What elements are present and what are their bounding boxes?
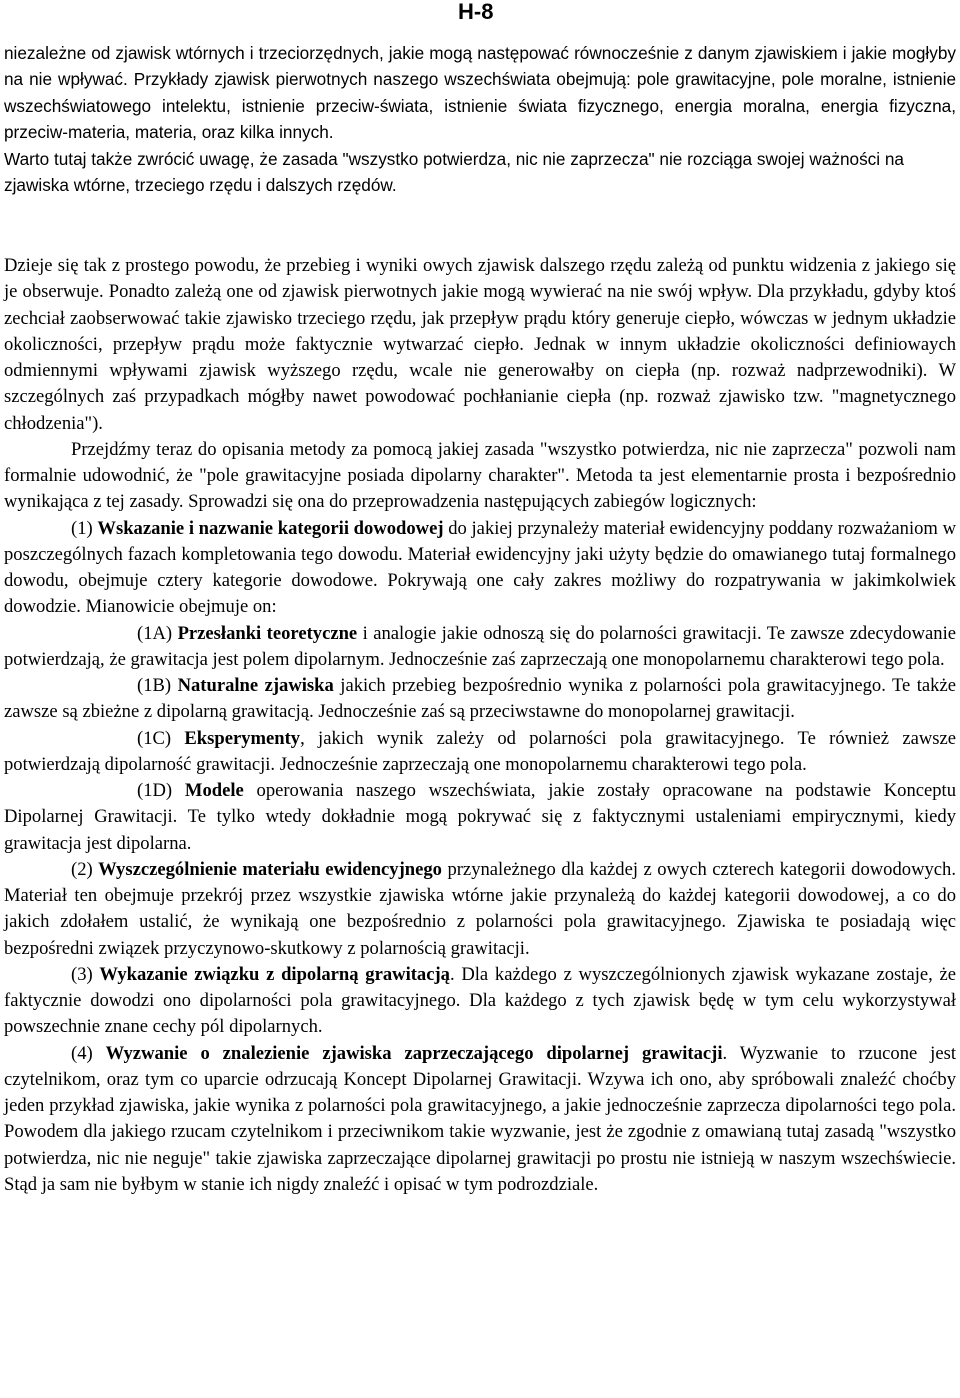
paragraph-2-start: Warto tutaj także zwrócić uwagę, że zasada "wszystko potwierdza, nic nie zaprzecza" nie rozciąga swojej ważności na zjawiska wtórne, trzeciego rzędu i dalszych rzędów. xyxy=(4,148,904,196)
step-1-num: (1) xyxy=(71,517,93,539)
step-4-text: . Wyzwanie to rzucone jest czytelnikom, oraz tym co uparcie odrzucają Koncept Dipolarnej Grawitacji. Wzywa ich ono, aby spróbowali znaleźć choćby jeden przykład zjawiska, jakie wynika z polarności pola grawitacyjnego, a jakie jednocześnie zaprzecza dipolarności tego pola. Powodem dla jakiego rzucam czytelnikom i przeciwnikom takie wyzwanie, jest że zgodnie z omawianą tutaj zasadą "wszystko potwierdza, nic nie neguje" takie zjawiska zaprzeczające dipolarnej grawitacji po prostu nie istnieją w naszym wszechświecie. Stąd ja sam nie byłbym w stanie ich nigdy znaleźć i opisać w tym podrozdziale. xyxy=(4,1042,956,1195)
page-id: H-8 xyxy=(458,0,494,24)
substep-1d xyxy=(4,778,956,857)
substep-1b-title: Naturalne zjawiska xyxy=(177,675,334,696)
step-3 xyxy=(4,962,956,1041)
sans-section xyxy=(4,40,956,198)
substep-1a xyxy=(4,621,956,674)
serif-section xyxy=(4,253,956,1198)
step-3-num: (3) xyxy=(71,963,93,985)
substep-1b-num: (1B) xyxy=(137,675,172,696)
substep-1d-title: Modele xyxy=(184,780,244,801)
step-4-num: (4) xyxy=(71,1042,93,1064)
step-3-text: . Dla każdego z wyszczególnionych zjawisk wykazane zostaje, że faktycznie dowodzi ono dipolarności pola grawitacyjnego. Dla każdego z tych zjawisk będę w tym celu wykorzystywał powszechnie znane cechy pól dipolarnych. xyxy=(4,963,956,1038)
paragraph-2-rest: Dzieje się tak z prostego powodu, że przebieg i wyniki owych zjawisk dalszego rzędu zależą od punktu widzenia z jakiego się je obserwuje. Ponadto zależą one od zjawisk pierwotnych jakie mogą wywierać na nie swój wpływ. Dla przykładu, gdyby ktoś zechciał zaobserwować takie zjawisko trzeciego rzędu, jak przepływ prądu który generuje ciepło, wówczas w jednym układzie okoliczności, przepływ prądu może faktycznie wytwarzać ciepło. Jednak w innym układzie okoliczności definiowaych odmiennymi wpływami zjawisk wyższego rzędu, wcale nie generowałby on ciepła (np. rozważ nadprzewodniki). W szczególnych zaś przypadkach mógłby nawet powodować pochłanianie ciepła (np. rozważ zjawisko tzw. "magnetycznego chłodzenia"). xyxy=(4,255,956,434)
substep-1c-title: Eksperymenty xyxy=(184,727,301,749)
substep-1a-title: Przesłanki teoretyczne xyxy=(177,622,358,644)
substep-1a-text: i analogie jakie odnoszą się do polarności grawitacji. Te zawsze zdecydowanie potwierdzają, że grawitacja jest polem dipolarnym. Jednocześnie zaś zaprzeczają one monopolarnemu charakterowi tego pola. xyxy=(4,622,957,670)
step-4 xyxy=(4,1041,956,1199)
substep-1c xyxy=(4,726,956,779)
substep-1b-text: jakich przebieg bezpośrednio wynika z polarności pola grawitacyjnego. Te także zawsze są zbieżne z dipolarną grawitacją. Jednocześnie zaś są przeciwstawne do monopolarnej grawitacji. xyxy=(4,675,956,723)
paragraph-3: Przejdźmy teraz do opisania metody za pomocą jakiej zasada "wszystko potwierdza, nic nie zaprzecza" pozwoli nam formalnie udowodnić, że "pole grawitacyjne posiada dipolarny charakter". Metoda ta jest elementarnie prosta i bezpośrednio wynikająca z tej zasady. Sprowadzi się ona do przeprowadzenia następujących zabiegów logicznych: xyxy=(4,438,956,513)
step-1 xyxy=(4,516,956,621)
step-2-title: Wyszczególnienie materiału ewidencyjnego xyxy=(98,858,442,880)
substep-1d-text: operowania naszego wszechświata, jakie zostały opracowane na podstawie Konceptu Dipolarnej Grawitacji. Te tylko wtedy dokładnie mogą pokrywać się z faktycznymi ustaleniami empirycznymi, kiedy grawitacja jest dipolarna. xyxy=(4,780,957,854)
step-2 xyxy=(4,857,956,962)
paragraph-1: niezależne od zjawisk wtórnych i trzeciorzędnych, jakie mogą następować równocześnie z danym zjawiskiem i jakie mogłyby na nie wpływać. Przykłady zjawisk pierwotnych naszego wszechświata obejmują: pole grawitacyjne, pole moralne, istnienie wszechświatowego intelektu, istnienie przeciw-świata, istnienie świata fizycznego, energia moralna, energia fizyczna, przeciw-materia, materia, oraz kilka innych. xyxy=(4,43,956,143)
substep-1a-num: (1A) xyxy=(137,622,173,644)
substep-1c-text: , jakich wynik zależy od polarności pola grawitacyjnego. Te również zawsze potwierdzają dipolarność grawitacji. Jednocześnie zaprzeczają one monopolarnemu charakterowi tego pola. xyxy=(4,727,956,775)
step-4-title: Wyzwanie o znalezienie zjawiska zaprzeczającego dipolarnej grawitacji xyxy=(105,1042,723,1064)
step-1-text: do jakiej przynależy materiał ewidencyjny poddany rozważaniom w poszczególnych fazach kompletowania tego dowodu. Materiał ewidencyjny jaki użyty będzie do omawianego tutaj formalnego dowodu, obejmuje cztery kategorie dowodowe. Pokrywają one cały zakres możliwy do rozpatrywania w jakimkolwiek dowodzie. Mianowicie obejmuje on: xyxy=(4,517,956,618)
step-1-title: Wskazanie i nazwanie kategorii dowodowej xyxy=(97,517,444,539)
substep-1b xyxy=(4,673,956,726)
substep-1c-num: (1C) xyxy=(137,727,172,749)
step-3-title: Wykazanie związku z dipolarną grawitacją xyxy=(99,963,450,985)
step-2-text: przynależnego dla każdej z owych czterech kategorii dowodowych. Materiał ten obejmuje przekrój przez wszystkie zjawiska wtórne jakie przynależą do każdej kategorii dowodowej, a co do jakich zdołałem ustalić, że wynikają one bezpośrednio z polarności pola grawitacyjnego. Zjawiska te posiadają więc bezpośredni związek przyczynowo-skutkowy z polarnością grawitacji. xyxy=(4,858,956,959)
substep-1d-num: (1D) xyxy=(137,780,173,801)
step-2-num: (2) xyxy=(71,858,93,880)
